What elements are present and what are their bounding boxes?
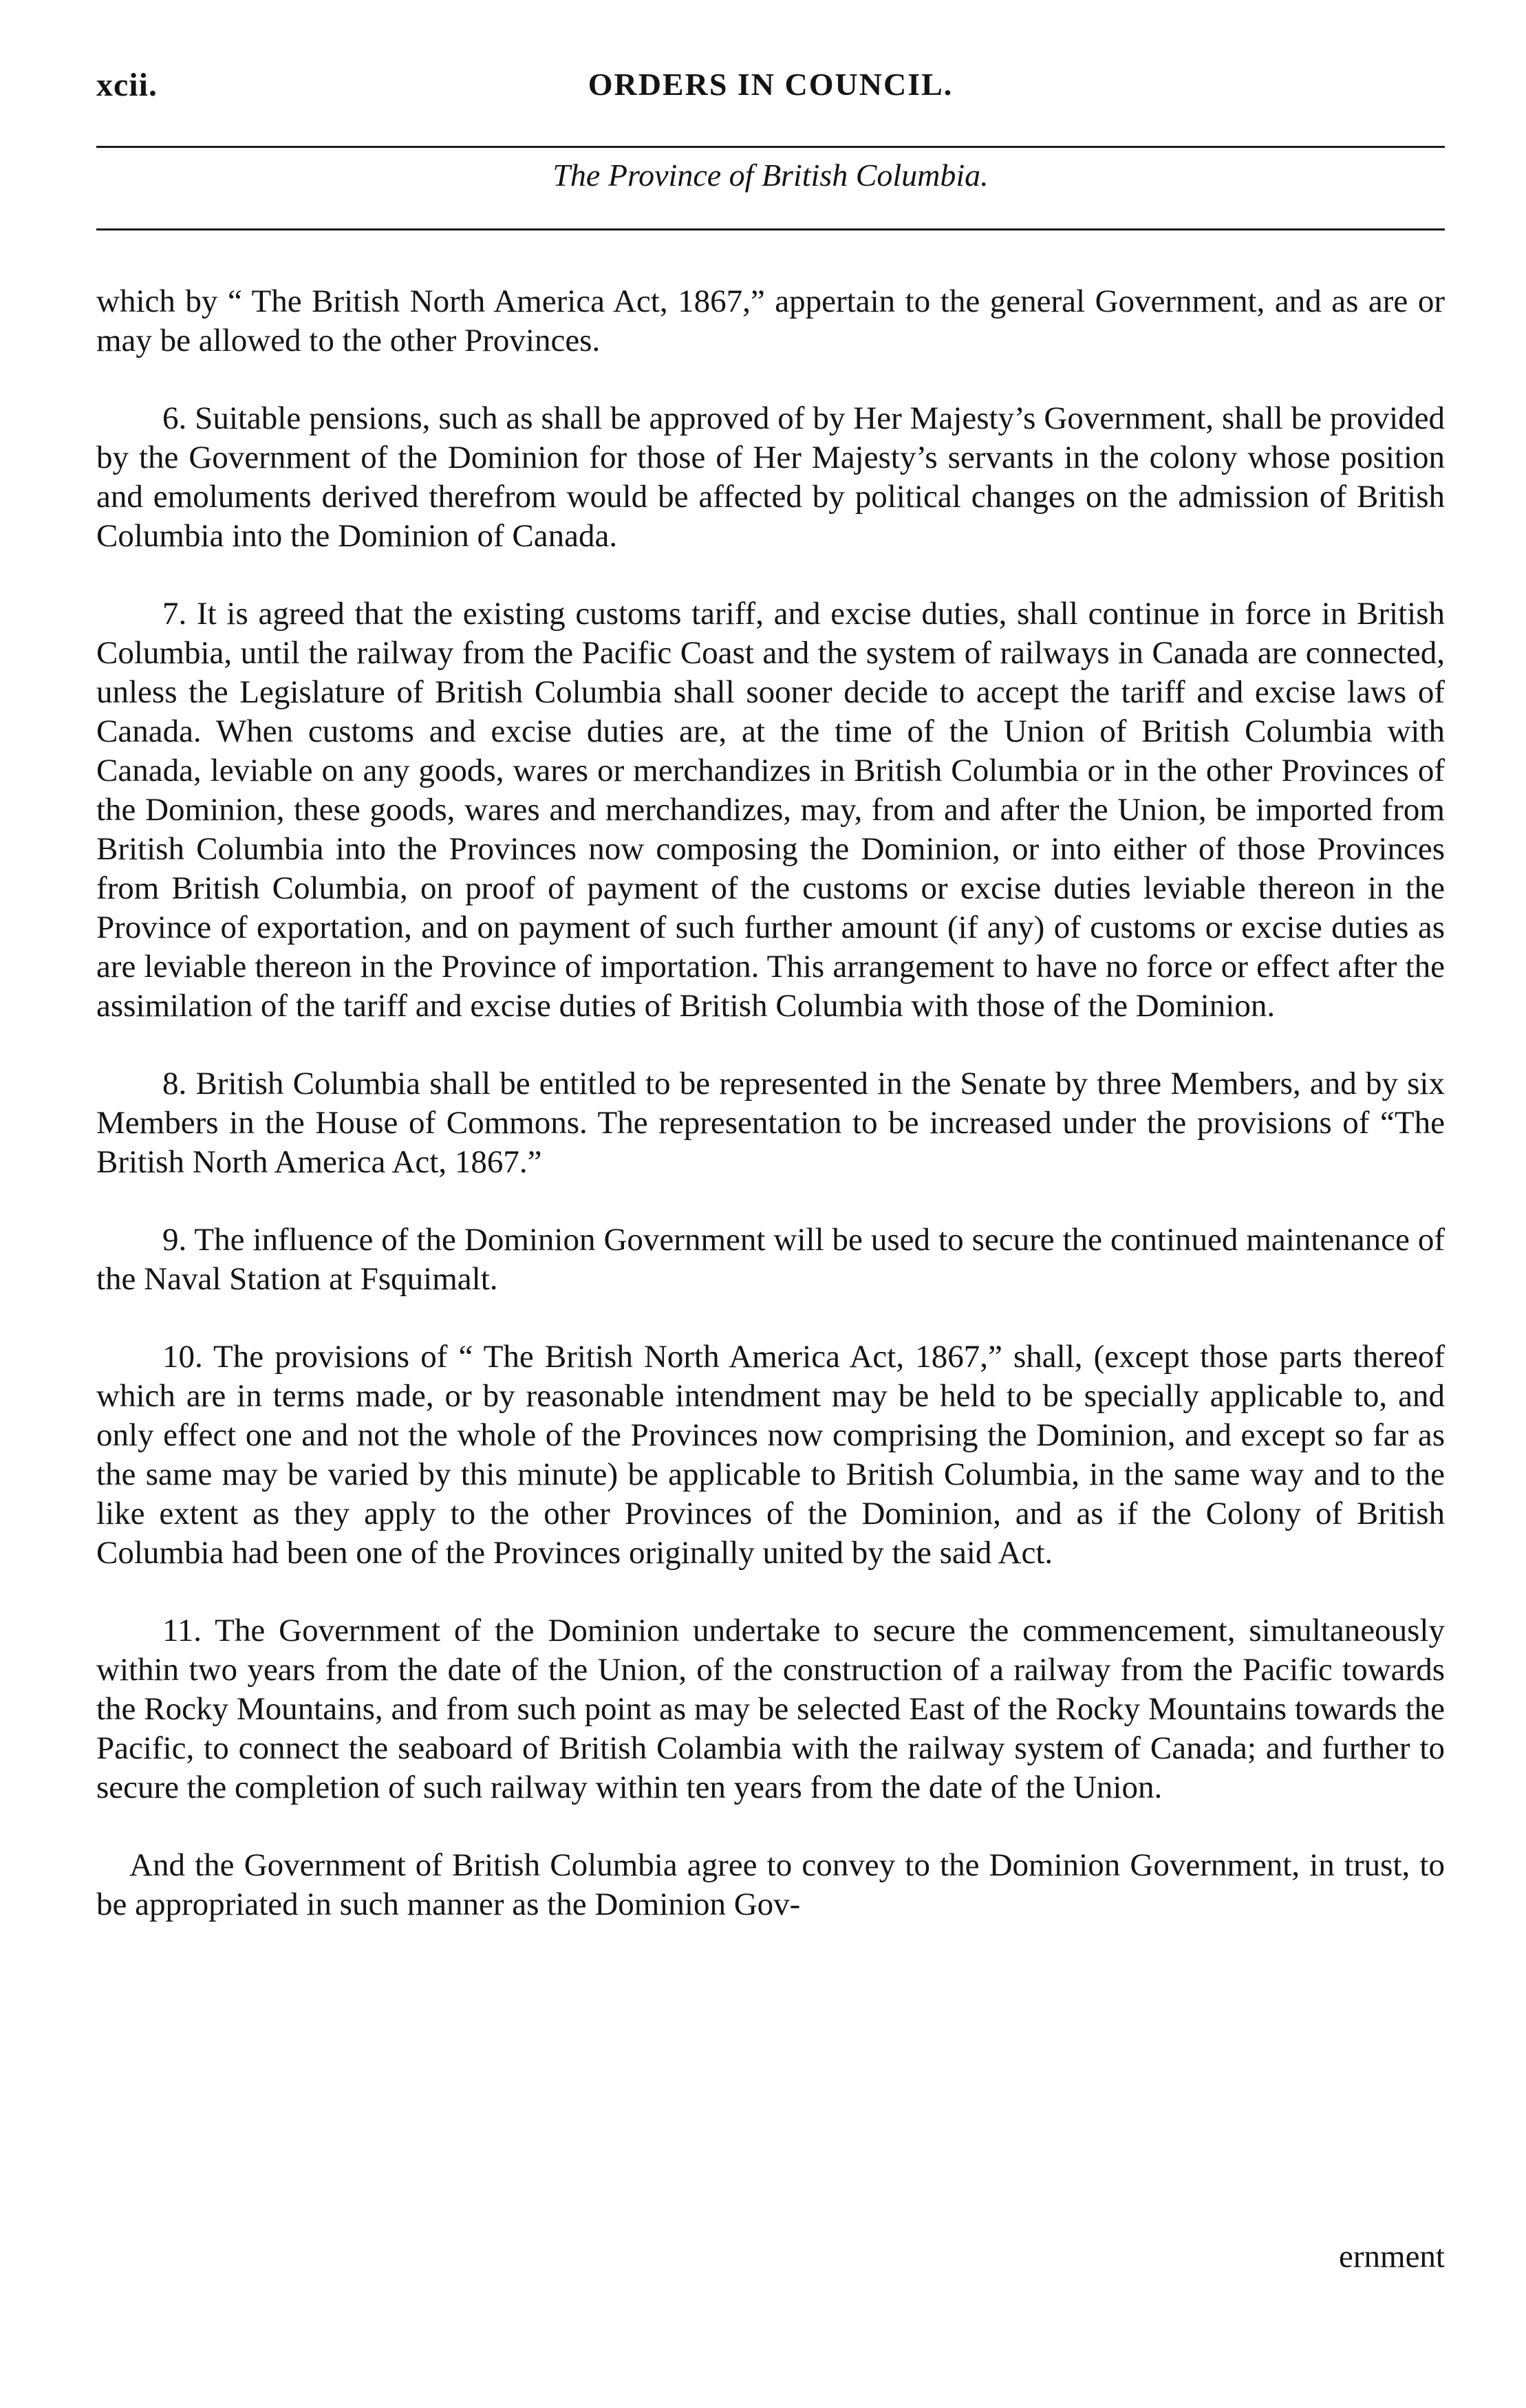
paragraph-10: 10. The provisions of “ The British North America Act, 1867,” shall, (except those parts thereof which are in terms made, or by reasonable intendment may be held to be specially applicable to, and only effect one and not the whole of the Provinces now comprising the Dominion, and except so far as the same may be varied by this minute) be applicable to British Columbia, in the same way and to the like extent as they apply to the other Provinces of the Dominion, and as if the Colony of British Columbia had been one of the Provinces originally united by the said Act.	[96, 1339, 1445, 1571]
book-page	[96, 0, 1445, 2408]
paragraph-8: 8. British Columbia shall be entitled to be represented in the Senate by three Members, and by six Members in the House of Commons. The representation to be increased under the provisions of “The British North America Act, 1867.”	[96, 1066, 1445, 1180]
paragraph-6: 6. Suitable pensions, such as shall be approved of by Her Majesty’s Government, shall be provided by the Government of the Dominion for those of Her Majesty’s servants in the colony whose position and emoluments derived therefrom would be affected by political changes on the admission of British Columbia into the Dominion of Canada.	[96, 400, 1445, 554]
catchword: ernment	[1339, 2239, 1445, 2275]
paragraph-7: 7. It is agreed that the existing customs tariff, and excise duties, shall continue in force in British Columbia, until the railway from the Pacific Coast and the system of railways in Canada are connected, unless the Legislature of British Columbia shall sooner decide to accept the tariff and excise laws of Canada. When customs and excise duties are, at the time of the Union of British Columbia with Canada, leviable on any goods, wares or merchandizes in British Columbia or in the other Provinces of the Dominion, these goods, wares and merchandizes, may, from and after the Union, be imported from British Columbia into the Provinces now composing the Dominion, or into either of those Provinces from British Columbia, on proof of payment of the customs or excise duties leviable thereon in the Province of exportation, and on payment of such further amount (if any) of customs or excise duties as are leviable thereon in the Province of importation. This arrangement to have no force or effect after the assimilation of the tariff and excise duties of British Columbia with those of the Dominion.	[96, 596, 1445, 1024]
running-head	[96, 66, 1445, 114]
running-title: ORDERS IN COUNCIL.	[588, 67, 954, 102]
bottom-rule	[96, 228, 1445, 230]
paragraph-11: 11. The Government of the Dominion undertake to secure the commencement, simultaneously within two years from the date of the Union, of the construction of a railway from the Pacific towards the Rocky Mountains, and from such point as may be selected East of the Rocky Mountains towards the Pacific, to connect the seaboard of British Colambia with the railway system of Canada; and further to secure the completion of such railway within ten years from the date of the Union.	[96, 1613, 1445, 1805]
body-text	[96, 282, 1445, 1924]
paragraph-9: 9. The influence of the Dominion Government will be used to secure the continued maintenance of the Naval Station at Fsquimalt.	[96, 1222, 1445, 1297]
top-rule	[96, 146, 1445, 148]
page-number: xcii.	[96, 67, 158, 103]
section-subtitle: The Province of British Columbia.	[552, 158, 989, 193]
paragraph-continuation: which by “ The British North America Act, 1867,” appertain to the general Government, and as are or may be allowed to the other Provinces.	[96, 283, 1445, 358]
paragraph-closing: And the Government of British Columbia agree to convey to the Dominion Government, in trust, to be appropriated in such manner as the Dominion Gov-	[96, 1847, 1445, 1922]
